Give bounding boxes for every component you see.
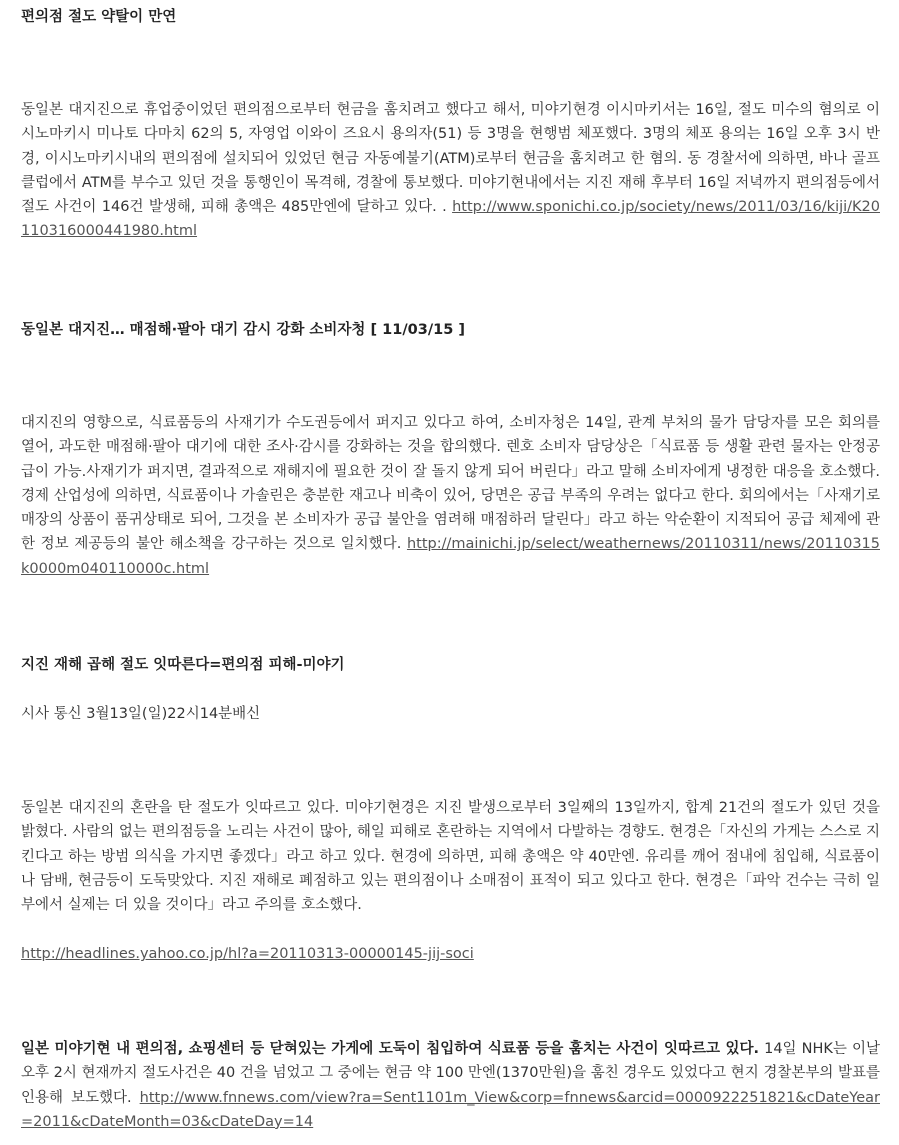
- article-4-text: 14일 NHK는 이날 오후 2시 현재까지 절도사건은 40 건을 넘었고 그 중에는 현금 약 100 만엔(1370만원)을 훔친 경우도 있었다고 현지 경찰본부의 발표를 인용해 보도했다.: [21, 1041, 880, 1106]
- article-3-link-line: [21, 944, 474, 964]
- article-2-text: 대지진의 영향으로, 식료품등의 사재기가 수도권등에서 퍼지고 있다고 하여, 소비자청은 14일, 관계 부처의 물가 담당자를 모은 회의를 열어, 과도한 매점해·팔아 대기에 대한 조사·감시를 강화하는 것을 합의했다. 렌호 소비자 담당상은「식료품 등 생활 관련 물자는 안정공급이 가능.사재기가 퍼지면, 결과적으로 재해지에 필요한 것이 잘 돌지 않게 되어 버린다」라고 말해 소비자에게 냉정한 대응을 호소했다. 경제 산업성에 의하면, 식료품이나 가솔린은 충분한 재고나 비축이 있어, 당면은 공급 부족의 우려는 없다고 한다. 회의에서는「사재기로 매장의 상품이 품귀상태로 되어, 그것을 본 소비자가 공급 불안을 염려해 매점하러 달린다」라고 하는 악순환이 지적되어 공급 체제에 관한 정보 제공등의 불안 해소책을 강구하는 것으로 일치했다.: [21, 415, 880, 553]
- article-3-headline: 지진 재해 곱해 절도 잇따른다=편의점 피해-미야기: [21, 657, 345, 673]
- article-2-headline: 동일본 대지진… 매점해·팔아 대기 감시 강화 소비자청 [ 11/03/15 ]: [21, 322, 465, 338]
- article-1-source-link[interactable]: http://www.sponichi.co.jp/society/news/2011/03/16/kiji/K20110316000441980.html: [21, 199, 880, 240]
- article-3-source-link[interactable]: http://headlines.yahoo.co.jp/hl?a=20110313-00000145-jij-soci: [21, 946, 474, 962]
- article-1-text: 동일본 대지진으로 휴업중이었던 편의점으로부터 현금을 훔치려고 했다고 해서, 미야기현경 이시마키서는 16일, 절도 미수의 혐의로 이시노마키시 미나토 다마치 62의 5, 자영업 이와이 즈요시 용의자(51) 등 3명을 현행범 체포했다. 3명의 체포 용의는 16일 오후 3시 반경, 이시노마키시내의 편의점에 설치되어 있었던 현금 자동예불기(ATM)로부터 현금을 훔치려고 한 혐의. 동 경찰서에 의하면, 바나 골프 클럽에서 ATM를 부수고 있던 것을 통행인이 목격해, 경찰에 통보했다. 미야기현내에서는 지진 재해 후부터 16일 저녁까지 편의점등에서 절도 사건이 146건 발생해, 피해 총액은 485만엔에 달하고 있다. .: [21, 102, 880, 216]
- article-1-headline: 편의점 절도 약탈이 만연: [21, 9, 177, 25]
- article-3-dateline: 시사 통신 3월13일(일)22시14분배신: [21, 706, 261, 722]
- article-2-source-link[interactable]: http://mainichi.jp/select/weathernews/20110311/news/20110315k0000m040110000c.html: [21, 536, 880, 577]
- article-4-body: [21, 1037, 880, 1134]
- article-4-source-link[interactable]: http://www.fnnews.com/view?ra=Sent1101m_View&corp=fnnews&arcid=0000922251821&cDateYear=2011&cDateMonth=03&cDateDay=14: [21, 1089, 880, 1130]
- article-1-body: [21, 98, 880, 244]
- article-2-body: [21, 411, 880, 581]
- article-4-lead: 일본 미야기현 내 편의점, 쇼핑센터 등 닫혀있는 가게에 도둑이 침입하여 식료품 등을 훔치는 사건이 잇따르고 있다.: [21, 1041, 760, 1057]
- article-3-body: 동일본 대지진의 혼란을 탄 절도가 잇따르고 있다. 미야기현경은 지진 발생으로부터 3일째의 13일까지, 합계 21건의 절도가 있던 것을 밝혔다. 사람의 없는 편의점등을 노리는 사건이 많아, 해일 피해로 혼란하는 지역에서 다발하는 경향도. 현경은「자신의 가게는 스스로 지킨다고 하는 방범 의식을 가지면 좋겠다」라고 하고 있다. 현경에 의하면, 피해 총액은 약 40만엔. 유리를 깨어 점내에 침입해, 식료품이나 담배, 현금등이 도둑맞았다. 지진 재해로 폐점하고 있는 편의점이나 소매점이 표적이 되고 있다고 한다. 현경은「파악 건수는 극히 일부에서 실제는 더 있을 것이다」라고 주의를 호소했다.: [21, 800, 880, 914]
